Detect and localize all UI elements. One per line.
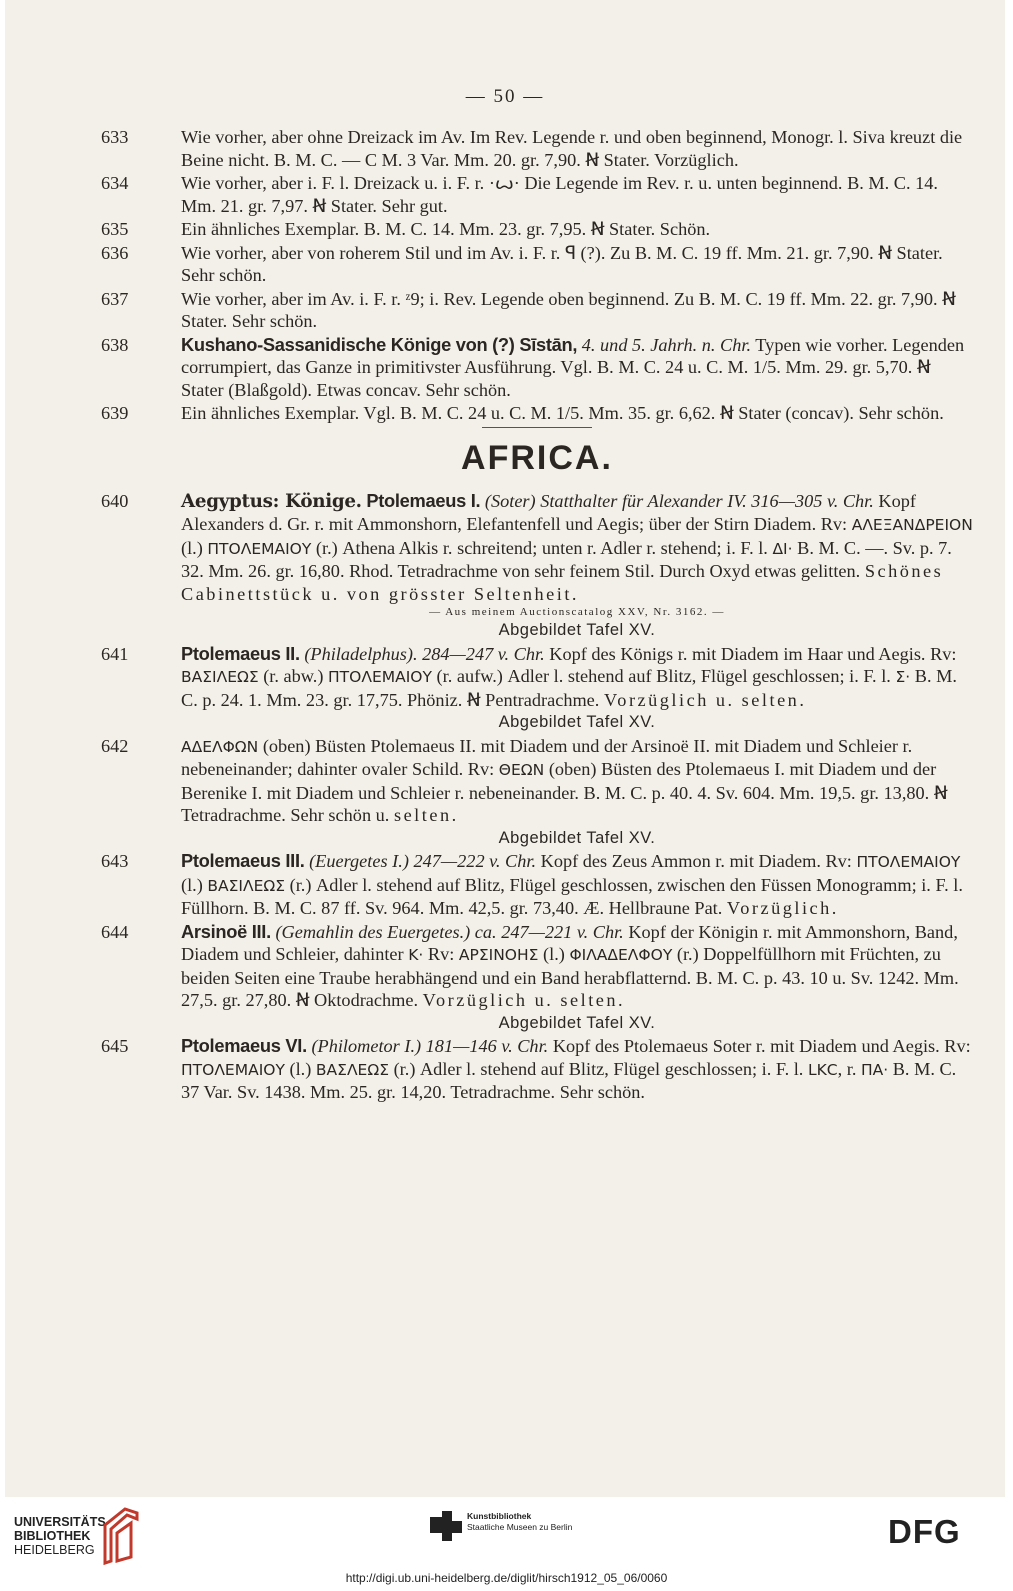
scanned-page bbox=[5, 0, 1005, 1497]
ruler-name: Ptolemaeus I. bbox=[366, 489, 481, 511]
entry-634 bbox=[101, 172, 973, 217]
entry-text: (r.) Adler l. stehend auf Blitz, Flügel geschlossen; i. F. l. bbox=[393, 1058, 804, 1079]
entry-number: 641 bbox=[101, 643, 129, 664]
entry-date: (Euergetes I.) 247—222 v. Chr. bbox=[309, 851, 537, 871]
entry-date: (Philometor I.) 181—146 v. Chr. bbox=[311, 1036, 549, 1056]
entry-number: 639 bbox=[101, 403, 129, 423]
greek-legend: ΒΑΣΛΕΩΣ bbox=[315, 1060, 389, 1079]
entry-text: (l.) bbox=[181, 874, 203, 895]
greek-legend: ΘΕΩΝ bbox=[498, 761, 545, 779]
plate-reference: Abgebildet Tafel XV. bbox=[498, 621, 656, 639]
entry-number: 635 bbox=[101, 219, 129, 239]
plate-reference: Abgebildet Tafel XV. bbox=[498, 713, 656, 731]
entry-text: (r. aufw.) Adler l. stehend auf Blitz, Flügel geschlossen; i. F. l. bbox=[436, 666, 891, 686]
greek-legend: ΠΤΟΛΕΜΑΙΟΥ bbox=[181, 1060, 285, 1079]
entry-text: (oben) Büsten Ptolemaeus II. mit Diadem und der Arsinoë II. mit Diadem und Schleier r. nebeneinander; dahinter ovaler Schild. Rv: bbox=[181, 735, 913, 779]
ruler-name: Ptolemaeus VI. bbox=[181, 1035, 307, 1056]
entry-text: Wie vorher, aber i. F. l. Dreizack u. i. F. r. ·ꙍ· Die Legende im Rev. r. u. unten beginnend. B. M. C. 14. Mm. 21. gr. 7,97. Ꞥ Stater. Sehr gut. bbox=[181, 173, 938, 216]
ub-line: BIBLIOTHEK bbox=[14, 1529, 91, 1543]
entry-heading: Kushano-Sassanidische Könige von (?) Sīstān, bbox=[181, 333, 578, 355]
entry-text: Rv: bbox=[427, 944, 455, 964]
entry-635 bbox=[101, 218, 973, 241]
entry-number: 634 bbox=[101, 173, 129, 193]
dfg-logo[interactable]: DFG bbox=[888, 1513, 961, 1550]
entry-text: Wie vorher, aber von roherem Stil und im Av. i. F. r. ꟼ (?). Zu B. M. C. 19 ff. Mm. 21. gr. 7,90. Ꞥ Stater. Sehr schön. bbox=[181, 242, 943, 285]
greek-legend: Κ· bbox=[408, 946, 424, 964]
spaced-emphasis: Vorzüglich. bbox=[726, 898, 839, 918]
entry-number: 640 bbox=[101, 490, 129, 511]
entry-636 bbox=[101, 242, 973, 287]
catalog-text bbox=[101, 126, 973, 1105]
entry-639 bbox=[101, 402, 973, 425]
greek-legend: ΑΛΕΞΑΝΔΡΕΙΟΝ bbox=[851, 516, 973, 534]
plate-reference: Abgebildet Tafel XV. bbox=[498, 828, 656, 847]
catalog-reference: — Aus meinem Auctionscatalog XXV, Nr. 3162. — bbox=[429, 606, 725, 618]
entry-date: (Soter) Statthalter für Alexander IV. 316—305 v. Chr. bbox=[484, 490, 874, 511]
entry-date: (Philadelphus). 284—247 v. Chr. bbox=[304, 643, 545, 664]
greek-legend: ΒΑΣΙΛΕΩΣ bbox=[207, 876, 286, 895]
entry-text: Typen wie vorher. Legenden corrumpiert, das Ganze in primitivster Ausführung. Vgl. B. M. C. 24 u. C. M. 1/5. Mm. 29. gr. 5,70. Ꞥ Stater (Blaßgold). Etwas concav. Sehr schön. bbox=[181, 334, 965, 400]
entry-number: 645 bbox=[101, 1036, 129, 1056]
entry-text: (r. abw.) bbox=[263, 666, 324, 686]
entry-text: (r.) Adler l. stehend auf Blitz, Flügel geschlossen, zwischen den Füssen Monogramm; i. F. l. Füllhorn. B. M. C. 87 ff. Sv. 964. Mm. 42,5. gr. 73,40. Æ. Hellbraune Pat. bbox=[181, 874, 963, 918]
ub-line: HEIDELBERG bbox=[14, 1543, 95, 1557]
entry-heading: Aegyptus: Könige. bbox=[181, 490, 362, 512]
entry-642 bbox=[101, 735, 973, 850]
entry-text: (oben) Büsten des Ptolemaeus I. mit Diadem und der Berenike I. mit Diadem und Schleier r. nebeneinander. B. M. C. p. 40. 4. Sv. 604. Mm. 19,5. gr. 13,80. Ꞥ Tetradrachme. Sehr schön u. bbox=[181, 759, 948, 825]
entry-text: Kopf des Königs r. mit Diadem im Haar und Aegis. Rv: bbox=[549, 643, 957, 664]
ub-heidelberg-logo-text[interactable] bbox=[14, 1515, 110, 1557]
entry-text: (r.) Athena Alkis r. schreitend; unten r. Adler r. stehend; i. F. l. bbox=[315, 537, 768, 558]
entry-text: Wie vorher, aber im Av. i. F. r. ᶻ9; i. Rev. Legende oben beginnend. Zu B. M. C. 19 ff. Mm. 22. gr. 7,90. Ꞥ Stater. Sehr schön. bbox=[181, 288, 956, 331]
kb-line: Kunstbibliothek bbox=[467, 1511, 532, 1521]
entry-637 bbox=[101, 288, 973, 333]
kunstbibliothek-logo-icon bbox=[430, 1511, 462, 1541]
entry-text: B. M. C. 37 Var. Sv. 1438. Mm. 25. gr. 14,20. Tetradrachme. Sehr schön. bbox=[181, 1058, 957, 1102]
entry-644 bbox=[101, 921, 973, 1035]
entry-text: Ein ähnliches Exemplar. B. M. C. 14. Mm. 23. gr. 7,95. Ꞥ Stater. Schön. bbox=[181, 219, 711, 239]
entry-date: (Gemahlin des Euergetes.) ca. 247—221 v. Chr. bbox=[275, 921, 624, 942]
entry-638 bbox=[101, 334, 973, 402]
kunstbibliothek-logo-text[interactable] bbox=[467, 1511, 572, 1533]
greek-legend: ΒΑΣΙΛΕΩΣ bbox=[181, 668, 259, 686]
ruler-name: Ptolemaeus III. bbox=[181, 850, 305, 871]
entry-text: Kopf Alexanders d. Gr. r. mit Ammonshorn, Elefantenfell und Aegis; über der Stirn Diadem. Rv: bbox=[181, 490, 916, 534]
kb-line: Staatliche Museen zu Berlin bbox=[467, 1522, 573, 1532]
entry-text: B. M. C. —. Sv. p. 7. 32. Mm. 26. gr. 16,80. Rhod. Tetradrachme von sehr feinem Stil. Durch Oxyd etwas gelitten. bbox=[181, 537, 952, 581]
greek-legend: ΔΙ· bbox=[772, 539, 793, 558]
ub-heidelberg-logo-icon bbox=[101, 1505, 141, 1567]
spaced-emphasis: Schönes Cabinettstück u. von grösster Seltenheit. bbox=[181, 561, 944, 604]
entry-640 bbox=[101, 490, 973, 642]
entry-number: 636 bbox=[101, 242, 129, 263]
entry-643 bbox=[101, 850, 973, 920]
ub-line: UNIVERSITÄTS- bbox=[14, 1515, 110, 1529]
page-number: — 50 — bbox=[465, 86, 545, 107]
footer-bar bbox=[0, 1497, 1013, 1591]
entry-number: 638 bbox=[101, 334, 129, 355]
greek-legend: ΑΔΕΛΦΩΝ bbox=[181, 737, 259, 756]
entry-text: Ein ähnliches Exemplar. Vgl. B. M. C. 24 u. C. M. 1/5. Mm. 35. gr. 6,62. Ꞥ Stater (concav). Sehr schön. bbox=[181, 403, 944, 423]
entry-text: (l.) bbox=[543, 944, 565, 964]
entry-text: Kopf des Ptolemaeus Soter r. mit Diadem und Aegis. Rv: bbox=[552, 1036, 971, 1056]
entry-text: (l.) bbox=[289, 1058, 312, 1079]
section-title: AFRICA. bbox=[461, 438, 613, 477]
entry-text: Wie vorher, aber ohne Dreizack im Av. Im Rev. Legende r. und oben beginnend, Monogr. l. Siva kreuzt die Beine nicht. B. M. C. — C M. 3 Var. Mm. 20. gr. 7,90. Ꞥ Stater. Vorzüglich. bbox=[181, 127, 963, 170]
entry-641 bbox=[101, 643, 973, 734]
entry-date: 4. und 5. Jahrh. n. Chr. bbox=[581, 334, 752, 355]
entry-text: , r. bbox=[837, 1058, 857, 1079]
entries-asia bbox=[101, 126, 973, 425]
greek-legend: ΠΤΟΛΕΜΑΙΟΥ bbox=[856, 853, 961, 871]
ruler-name: Ptolemaeus II. bbox=[181, 642, 300, 664]
ruler-name: Arsinoë III. bbox=[181, 920, 271, 942]
spaced-emphasis: selten. bbox=[393, 805, 459, 825]
entry-text: (r.) Doppelfüllhorn mit Früchten, zu beiden Seiten eine Traube herabhängend und ein Band herabflatternd. B. M. C. p. 43. 10 u. Sv. 1242. Mm. 27,5. gr. 27,80. Ꞥ Oktodrachme. bbox=[181, 944, 959, 1010]
entry-number: 637 bbox=[101, 288, 129, 309]
plate-reference: Abgebildet Tafel XV. bbox=[498, 1013, 656, 1032]
entry-645 bbox=[101, 1035, 973, 1104]
entry-text: (l.) bbox=[181, 537, 203, 558]
entry-text: Kopf des Zeus Ammon r. mit Diadem. Rv: bbox=[540, 851, 852, 871]
greek-legend: Σ· bbox=[895, 668, 911, 686]
spaced-emphasis: Vorzüglich u. selten. bbox=[422, 990, 626, 1010]
entry-text: B. M. C. p. 24. 1. Mm. 23. gr. 17,75. Phöniz. Ꞥ Pentradrachme. bbox=[181, 666, 957, 710]
greek-legend: ΠΑ· bbox=[860, 1060, 889, 1079]
greek-legend: ΠΤΟΛΕΜΑΙΟΥ bbox=[207, 539, 312, 558]
permalink-url[interactable]: http://digi.ub.uni-heidelberg.de/diglit/hirsch1912_05_06/0060 bbox=[345, 1571, 668, 1585]
entry-633 bbox=[101, 126, 973, 171]
greek-legend: ΑΡΣΙΝΟΗΣ bbox=[458, 946, 539, 964]
greek-legend: ΦΙΛΑΔΕΛΦΟΥ bbox=[569, 946, 673, 964]
greek-legend: ΠΤΟΛΕΜΑΙΟΥ bbox=[328, 668, 432, 686]
entry-number: 643 bbox=[101, 851, 129, 871]
greek-legend: LΚϹ bbox=[807, 1060, 838, 1079]
entry-number: 642 bbox=[101, 735, 129, 756]
spaced-emphasis: Vorzüglich u. selten. bbox=[603, 689, 807, 710]
entry-text: Kopf der Königin r. mit Ammonshorn, Band, Diadem und Schleier, dahinter bbox=[181, 921, 958, 964]
entry-number: 644 bbox=[101, 921, 129, 942]
entry-number: 633 bbox=[101, 127, 129, 147]
section-divider bbox=[482, 427, 592, 428]
